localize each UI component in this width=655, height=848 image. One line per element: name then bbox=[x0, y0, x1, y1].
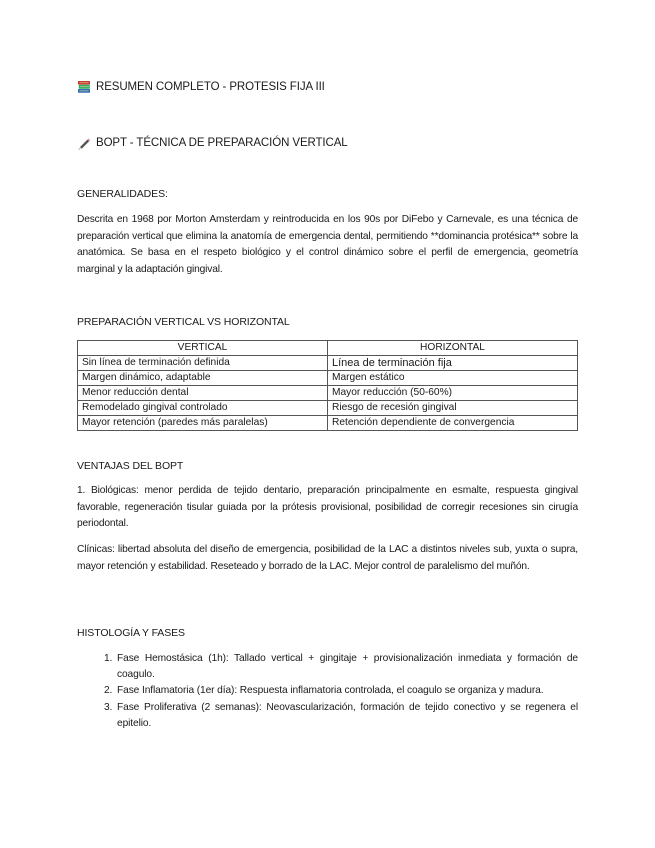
histologia-heading: HISTOLOGÍA Y FASES bbox=[77, 627, 185, 639]
table-header-row bbox=[78, 341, 578, 356]
books-icon bbox=[77, 80, 91, 94]
list-item: 1. Fase Hemostásica (1h): Tallado vertical + gingitaje + provisionalización inmediata y formación de coagulo. bbox=[115, 651, 578, 683]
table-row bbox=[78, 371, 578, 386]
list-item: 2. Fase Inflamatoria (1er día): Respuesta inflamatoria controlada, el coagulo se organiza y madura. bbox=[115, 683, 578, 699]
document-title bbox=[77, 80, 325, 94]
table-row bbox=[78, 386, 578, 401]
table-cell: Menor reducción dental bbox=[78, 386, 328, 401]
table-cell: Retención dependiente de convergencia bbox=[328, 416, 578, 431]
title-text: RESUMEN COMPLETO - PROTESIS FIJA III bbox=[96, 81, 325, 93]
table-row bbox=[78, 356, 578, 371]
column-header-vertical: VERTICAL bbox=[78, 341, 328, 356]
pencil-icon bbox=[77, 136, 91, 150]
comparison-heading: PREPARACIÓN VERTICAL VS HORIZONTAL bbox=[77, 316, 290, 328]
table-row bbox=[78, 401, 578, 416]
subtitle-text: BOPT - TÉCNICA DE PREPARACIÓN VERTICAL bbox=[96, 137, 348, 149]
table-cell: Riesgo de recesión gingival bbox=[328, 401, 578, 416]
generalidades-heading: GENERALIDADES: bbox=[77, 188, 168, 200]
column-header-horizontal: HORIZONTAL bbox=[328, 341, 578, 356]
table-row bbox=[78, 416, 578, 431]
table-cell: Mayor retención (paredes más paralelas) bbox=[78, 416, 328, 431]
table-cell: Remodelado gingival controlado bbox=[78, 401, 328, 416]
ventajas-biologicas-text: 1. Biológicas: menor perdida de tejido dentario, preparación principalmente en esmalte, respuesta gingival favorable, regeneración tisular guiada por la prótesis provisional, posibilidad de corregir recesiones sin cirugía periodontal. bbox=[77, 485, 578, 530]
list-item: 3. Fase Proliferativa (2 semanas): Neovascularización, formación de tejido conectivo y se regenera el epitelio. bbox=[115, 700, 578, 732]
ventajas-clinicas-text: Clínicas: libertad absoluta del diseño de emergencia, posibilidad de la LAC a distintos niveles sub, yuxta o supra, mayor retención y estabilidad. Reseteado y borrado de la LAC. Mejor control de paralelismo del muñón. bbox=[77, 544, 578, 572]
comparison-table bbox=[77, 340, 578, 431]
ventajas-heading: VENTAJAS DEL BOPT bbox=[77, 460, 184, 472]
generalidades-text: Descrita en 1968 por Morton Amsterdam y reintroducida en los 90s por DiFebo y Carnevale, es una técnica de preparación vertical que elimina la anatomía de emergencia dental, permitiendo **dominancia protésica** sobre la anatómica. Se basa en el respeto biológico y el control dinámico sobre el perfil de emergencia, geometría marginal y la adaptación gingival. bbox=[77, 214, 578, 275]
table-cell: Margen estático bbox=[328, 371, 578, 386]
table-cell: Margen dinámico, adaptable bbox=[78, 371, 328, 386]
table-cell: Línea de terminación fija bbox=[328, 356, 578, 371]
document-subtitle bbox=[77, 136, 348, 150]
phases-list bbox=[77, 651, 578, 732]
table-cell: Sin línea de terminación definida bbox=[78, 356, 328, 371]
table-cell: Mayor reducción (50-60%) bbox=[328, 386, 578, 401]
